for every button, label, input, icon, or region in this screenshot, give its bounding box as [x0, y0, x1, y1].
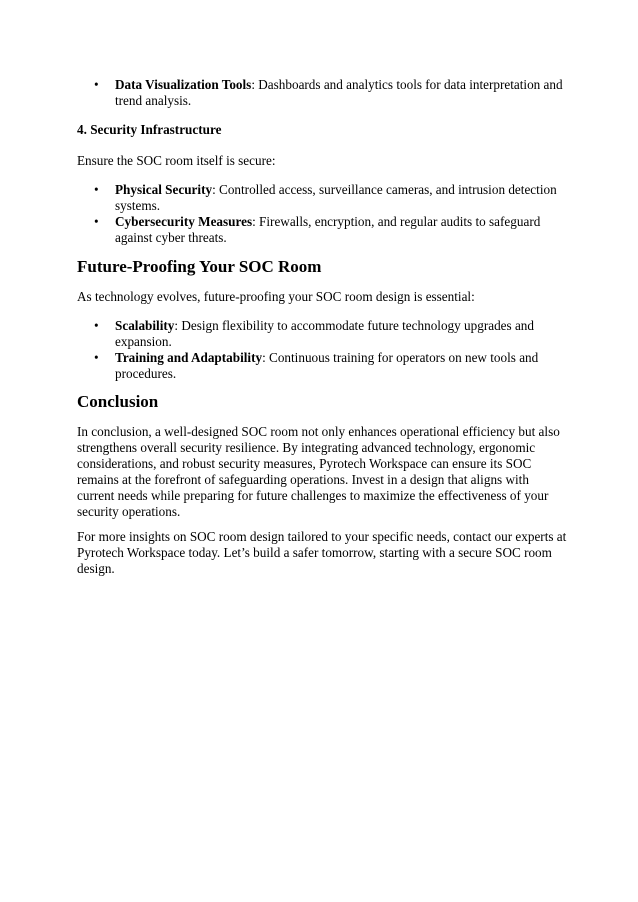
- bullet-icon: •: [94, 77, 99, 92]
- future-proofing-intro-block: [77, 289, 567, 305]
- list-item-term: Cybersecurity Measures: [115, 214, 253, 229]
- bullet-icon: •: [94, 182, 99, 197]
- list-item-term: Physical Security: [115, 182, 213, 197]
- list-item: [77, 318, 567, 350]
- security-infrastructure-list: [77, 182, 567, 246]
- list-item-text: : Continuous training for operators on new tools and procedures.: [115, 350, 539, 381]
- bullet-icon: •: [94, 350, 99, 365]
- list-item: [77, 214, 567, 246]
- section-4-intro: Ensure the SOC room itself is secure:: [77, 153, 276, 168]
- list-item-term: Data Visualization Tools: [115, 77, 252, 92]
- list-item-text: : Controlled access, surveillance cameras, and intrusion detection systems.: [115, 182, 557, 213]
- section-4-heading-block: [77, 122, 567, 138]
- list-item-text: : Design flexibility to accommodate future technology upgrades and expansion.: [115, 318, 534, 349]
- conclusion-paragraph-2-block: [77, 529, 567, 577]
- data-tools-list: [77, 77, 567, 109]
- list-item: [77, 182, 567, 214]
- conclusion-heading-block: [77, 392, 567, 412]
- future-proofing-list: [77, 318, 567, 382]
- future-proofing-heading: Future-Proofing Your SOC Room: [77, 257, 322, 276]
- conclusion-paragraph-2: For more insights on SOC room design tailored to your specific needs, contact our experts at Pyrotech Workspace today. Let’s build a safer tomorrow, starting with a secure SOC room design.: [77, 529, 567, 576]
- conclusion-paragraph-1: In conclusion, a well-designed SOC room not only enhances operational efficiency but also strengthens overall security resilience. By integrating advanced technology, ergonomic considerations, and robust security measures, Pyrotech Workspace can ensure its SOC remains at the forefront of safeguarding operations. Invest in a design that aligns with current needs while preparing for future challenges to maximize the effectiveness of your security operations.: [77, 424, 560, 519]
- list-item-term: Scalability: [115, 318, 175, 333]
- list-item: [77, 77, 567, 109]
- conclusion-heading: Conclusion: [77, 392, 159, 411]
- section-4-intro-block: [77, 153, 567, 169]
- bullet-icon: •: [94, 318, 99, 333]
- conclusion-paragraph-1-block: [77, 424, 567, 520]
- future-proofing-heading-block: [77, 257, 567, 277]
- list-item-text: : Firewalls, encryption, and regular audits to safeguard against cyber threats.: [115, 214, 541, 245]
- future-proofing-intro: As technology evolves, future-proofing your SOC room design is essential:: [77, 289, 475, 304]
- list-item-text: : Dashboards and analytics tools for data interpretation and trend analysis.: [115, 77, 563, 108]
- list-item-term: Training and Adaptability: [115, 350, 263, 365]
- list-item: [77, 350, 567, 382]
- bullet-icon: •: [94, 214, 99, 229]
- section-4-heading: 4. Security Infrastructure: [77, 122, 222, 137]
